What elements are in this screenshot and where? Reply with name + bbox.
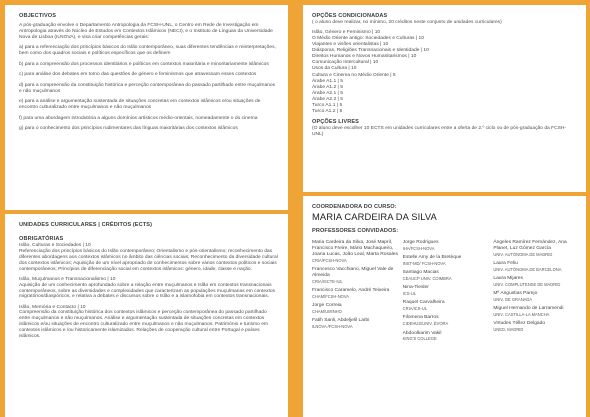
list-item <box>493 291 580 302</box>
professor-name: Francesco Vacchiano, Miguel Vale de Almeida <box>312 266 394 278</box>
professor-affiliation: CHAM/UMINHO <box>312 308 342 314</box>
list-item <box>493 240 580 257</box>
course-block <box>19 277 279 301</box>
free-options-note: (O aluno deve escolher 10 ECTS em unidades curriculares entre a oferta de 2.º ciclo ou de pós-graduação da FCSH-UNL) <box>312 126 567 138</box>
list-item <box>312 318 399 329</box>
professor-name: Filomena Barros <box>402 315 439 321</box>
professor-name: Maria Cardeira da Silva, José Mapril, Francisco Freire, Mário Machaqueiro, Joana Lucas, João Leal, Marta Rosales <box>312 240 398 257</box>
list-item <box>493 306 580 317</box>
list-item: Turco A1.2 | 5 <box>312 109 343 115</box>
curricular-units-heading: UNIDADES CURRICULARES | CRÉDITOS (ECTS) <box>19 222 153 228</box>
list-item <box>312 303 399 314</box>
professor-affiliation: CIDEHUS/UNIV. ÉVORA <box>402 321 449 327</box>
professor-name: Mª Angustias Parejo <box>493 291 538 297</box>
objective-item-d: d) para a compreensão da constituição histórica e perceção contemporânea do passado partilhado entre muçulmanos e não muçulmanos <box>19 82 276 94</box>
professor-name: Laura Feliu <box>493 261 518 266</box>
list-item: Árabe A2.1 | 5 <box>312 90 343 96</box>
list-item <box>403 255 490 266</box>
professor-affiliation: CEAUCP UNIV. COIMBRA <box>402 276 452 282</box>
objective-item-e: e) para a análise e argumentação sustentada de situações concretas em contextos islâmicos e/ou situações de encontro culturalizado entre muçulmanos e não muçulmanos <box>19 99 261 111</box>
professor-affiliation: KING'S COLLEGE <box>402 336 437 342</box>
professor-name: Jorge Rodrigues <box>402 240 439 245</box>
list-item: Árabe A1.1 | 5 <box>312 78 343 84</box>
list-item: Árabe A1.2 | 5 <box>312 84 343 90</box>
professor-name: Santiago Macias <box>402 270 439 276</box>
professor-name: Nina-Tiesler <box>402 285 429 291</box>
list-item: O Médio Oriente antigo: Sociedades e Culturas | 10 <box>312 36 424 41</box>
professor-name: Jorge Correia <box>312 303 342 308</box>
course-block <box>19 305 279 340</box>
objective-item-a: a) para a referenciação dos princípios básicos do Islão contemporâneo, suas diferentes tendências e reinterpretações, bem como dos quadros sociais e políticos específicos que os definem <box>19 45 276 57</box>
list-item <box>403 315 490 326</box>
professor-affiliation: UNIV. DE GRANADA <box>493 297 533 303</box>
list-item: Usos da Cultura | 10 <box>312 66 357 72</box>
list-item <box>403 285 490 296</box>
coordinator-heading: COORDENADORA DO CURSO: <box>312 204 397 210</box>
professor-name: Fatih Sanli, Abdeljelil Larbi <box>312 318 370 324</box>
list-item <box>403 300 490 311</box>
curricular-units-panel <box>5 214 288 417</box>
professor-name: Ángeles Ramírez Fernández, Ana Planet, Luz Gómez García <box>493 240 567 251</box>
list-item: Diásporas, Religiões Transnacionais e Identidade | 10 <box>312 48 429 54</box>
coordinator-panel <box>303 196 586 417</box>
professor-affiliation: UNIV. COMPLUTENSE DE MADRID <box>493 282 561 287</box>
list-item <box>403 331 490 342</box>
professor-name: Raquel Carvalheira <box>402 300 445 306</box>
conditioned-options-heading: OPÇÕES CONDICIONADAS <box>312 13 388 19</box>
options-panel <box>303 5 586 192</box>
professor-affiliation: CRIA/FCSH-NOVA <box>312 257 347 263</box>
professor-affiliation: ILNOVA /FCSH-NOVA <box>312 324 353 329</box>
professor-affiliation: UNIV. CASTILLA-LA MANCHA <box>493 312 550 318</box>
objective-item-c: c) para análise dos debates em torno das questões de género e feminismos que atravessam esses contextos <box>19 72 257 78</box>
list-item <box>403 270 490 281</box>
professor-affiliation: UNED, MADRID <box>493 327 524 333</box>
professor-name: Laura Mijares <box>493 276 523 282</box>
coordinator-name: MARIA CARDEIRA DA SILVA <box>312 211 437 222</box>
course-title: Islão, Culturas e Sociedades | 10 <box>19 243 91 248</box>
professor-affiliation: CHAM/FCSH-NOVA <box>312 293 349 299</box>
conditioned-options-note: ( o aluno deve realizar, no mínimo, 20 créditos neste conjunto de unidades curriculares) <box>312 20 502 25</box>
list-item <box>403 240 490 251</box>
mandatory-heading: OBRIGATÓRIAS <box>19 236 64 242</box>
objective-item-b: b) para a compreensão dos processos identitários e políticos em contextos maioritária e minoritariamente islâmicos <box>19 61 269 67</box>
course-title: Islão, Memória e Contacto | 10 <box>19 304 86 310</box>
professor-affiliation: CRIA/ISCTE-IUL <box>312 278 343 284</box>
objectives-panel <box>5 5 288 210</box>
objectives-heading: OBJECTIVOS <box>19 13 57 19</box>
professors-column <box>403 240 490 346</box>
professors-column <box>493 240 580 346</box>
professor-affiliation: UNIV. AUTÓNOMA DE BARCELONA <box>493 266 562 272</box>
list-item: Turco A1.1 | 5 <box>312 103 343 109</box>
list-item: Comunicação Intercultural | 10 <box>312 60 379 66</box>
course-description: Referenciação dos princípios básicos do Islão contemporâneo; Orientalismo e pós-orientalismo; reconhecimento das diferentes abordagens aos contextos islâmicos no âmbito das ciências sociais; Reconhecimento da diversidade cultural dos contextos islâmicos; Aquisição de um nível apropriado de conhecimentos sobre vários contextos políticos e sociais contemporâneos; Princípios de diferenciação social em contextos islâmicos: género, idade, classe e nação. <box>19 248 278 272</box>
professors-column <box>312 240 399 346</box>
course-title: Islão, Muçulmanos e Transnacionalismo | 10 <box>19 276 116 282</box>
conditioned-courses-list <box>312 30 577 115</box>
course-description: Aquisição de um conhecimento aprofundado sobre a relação entre muçulmanos e Islão em contextos transnacionais contemporâneos, sobre as diversidades e complexidades que caracterizam as populações muçulmanas em contextos migratórios/diaspóricos, e relativa a debates e discursos sobre o Islão e a islamofobia em contextos transnacionais. <box>19 282 276 300</box>
professor-affiliation: IHA/FCSH-NOVA <box>402 245 435 251</box>
objective-item-f: f) para uma abordagem introdutória a alguns domínios artísticos médio-orientais, nomeadamente o do cinema <box>19 115 258 121</box>
professor-affiliation: UNIV. AUTÓNOMA DE MADRID <box>493 251 553 257</box>
list-item <box>312 288 399 299</box>
free-options-heading: OPÇÕES LIVRES <box>312 119 359 126</box>
list-item: Islão, Género e Feminismo | 10 <box>312 29 381 35</box>
list-item <box>493 261 580 272</box>
professor-name: Virtudes Téllez Delgado <box>493 321 546 327</box>
guest-professors-heading: PROFESSORES CONVIDADOS: <box>312 228 399 234</box>
professor-name: Estelle Amy de la Bretèque <box>402 255 462 261</box>
list-item <box>493 321 580 332</box>
list-item <box>312 267 399 284</box>
course-description: Compreensão da constituição histórica dos contextos islâmicos e perceção contemporânea do passado partilhado entre muçulmanos e não muçulmanos. Análise e argumentação sustentada de situações concretas em contextos islâmicos e/ou situações de encontro culturalizado entre muçulmanos e não muçulmanos. Património e turismo em contextos islâmicos e /ou historicamente islamizados. Relações de cooperação cultural entre Portugal e países islâmicos. <box>19 310 268 340</box>
course-block <box>19 243 279 273</box>
professor-affiliation: ICS-UL <box>402 291 417 297</box>
professor-name: Francisco Caramelo, André Teixeira <box>312 287 390 293</box>
professors-columns <box>312 240 580 346</box>
list-item <box>493 276 580 287</box>
list-item: Direitos Humanos e Novos Humanitarismos | 10 <box>312 54 417 60</box>
list-item: Árabe A2.2 | 5 <box>312 96 343 102</box>
list-item: Cultura e Cinema no Médio Oriente | 5 <box>312 72 396 78</box>
list-item <box>312 240 399 263</box>
objective-item-g: g) para o conhecimento dos princípios rudimentares das línguas maioritárias dos contextos islâmicos <box>19 126 238 132</box>
professor-name: Miguel Hernando de Larramendi <box>493 306 564 312</box>
professor-affiliation: CRIA/ICS-UL <box>402 306 428 312</box>
list-item: Viajantes e visões orientalistas | 10 <box>312 42 389 48</box>
professor-affiliation: INST-MD/ FCSH-NOVA <box>402 261 446 266</box>
objectives-intro: A pós-graduação envolve o Departamento Antropologia da FCSH-UNL, o Centro em Rede de Investigação em Antropologia através do Núcleo de Estudos em Contextos Islâmicos (NECI), e o Instituto de Línguas da Universidade Nova de Lisboa (ILNOVA), e visa criar competências gerais: <box>19 23 273 40</box>
professor-name: Abdoolkarim Vakil <box>402 330 442 336</box>
